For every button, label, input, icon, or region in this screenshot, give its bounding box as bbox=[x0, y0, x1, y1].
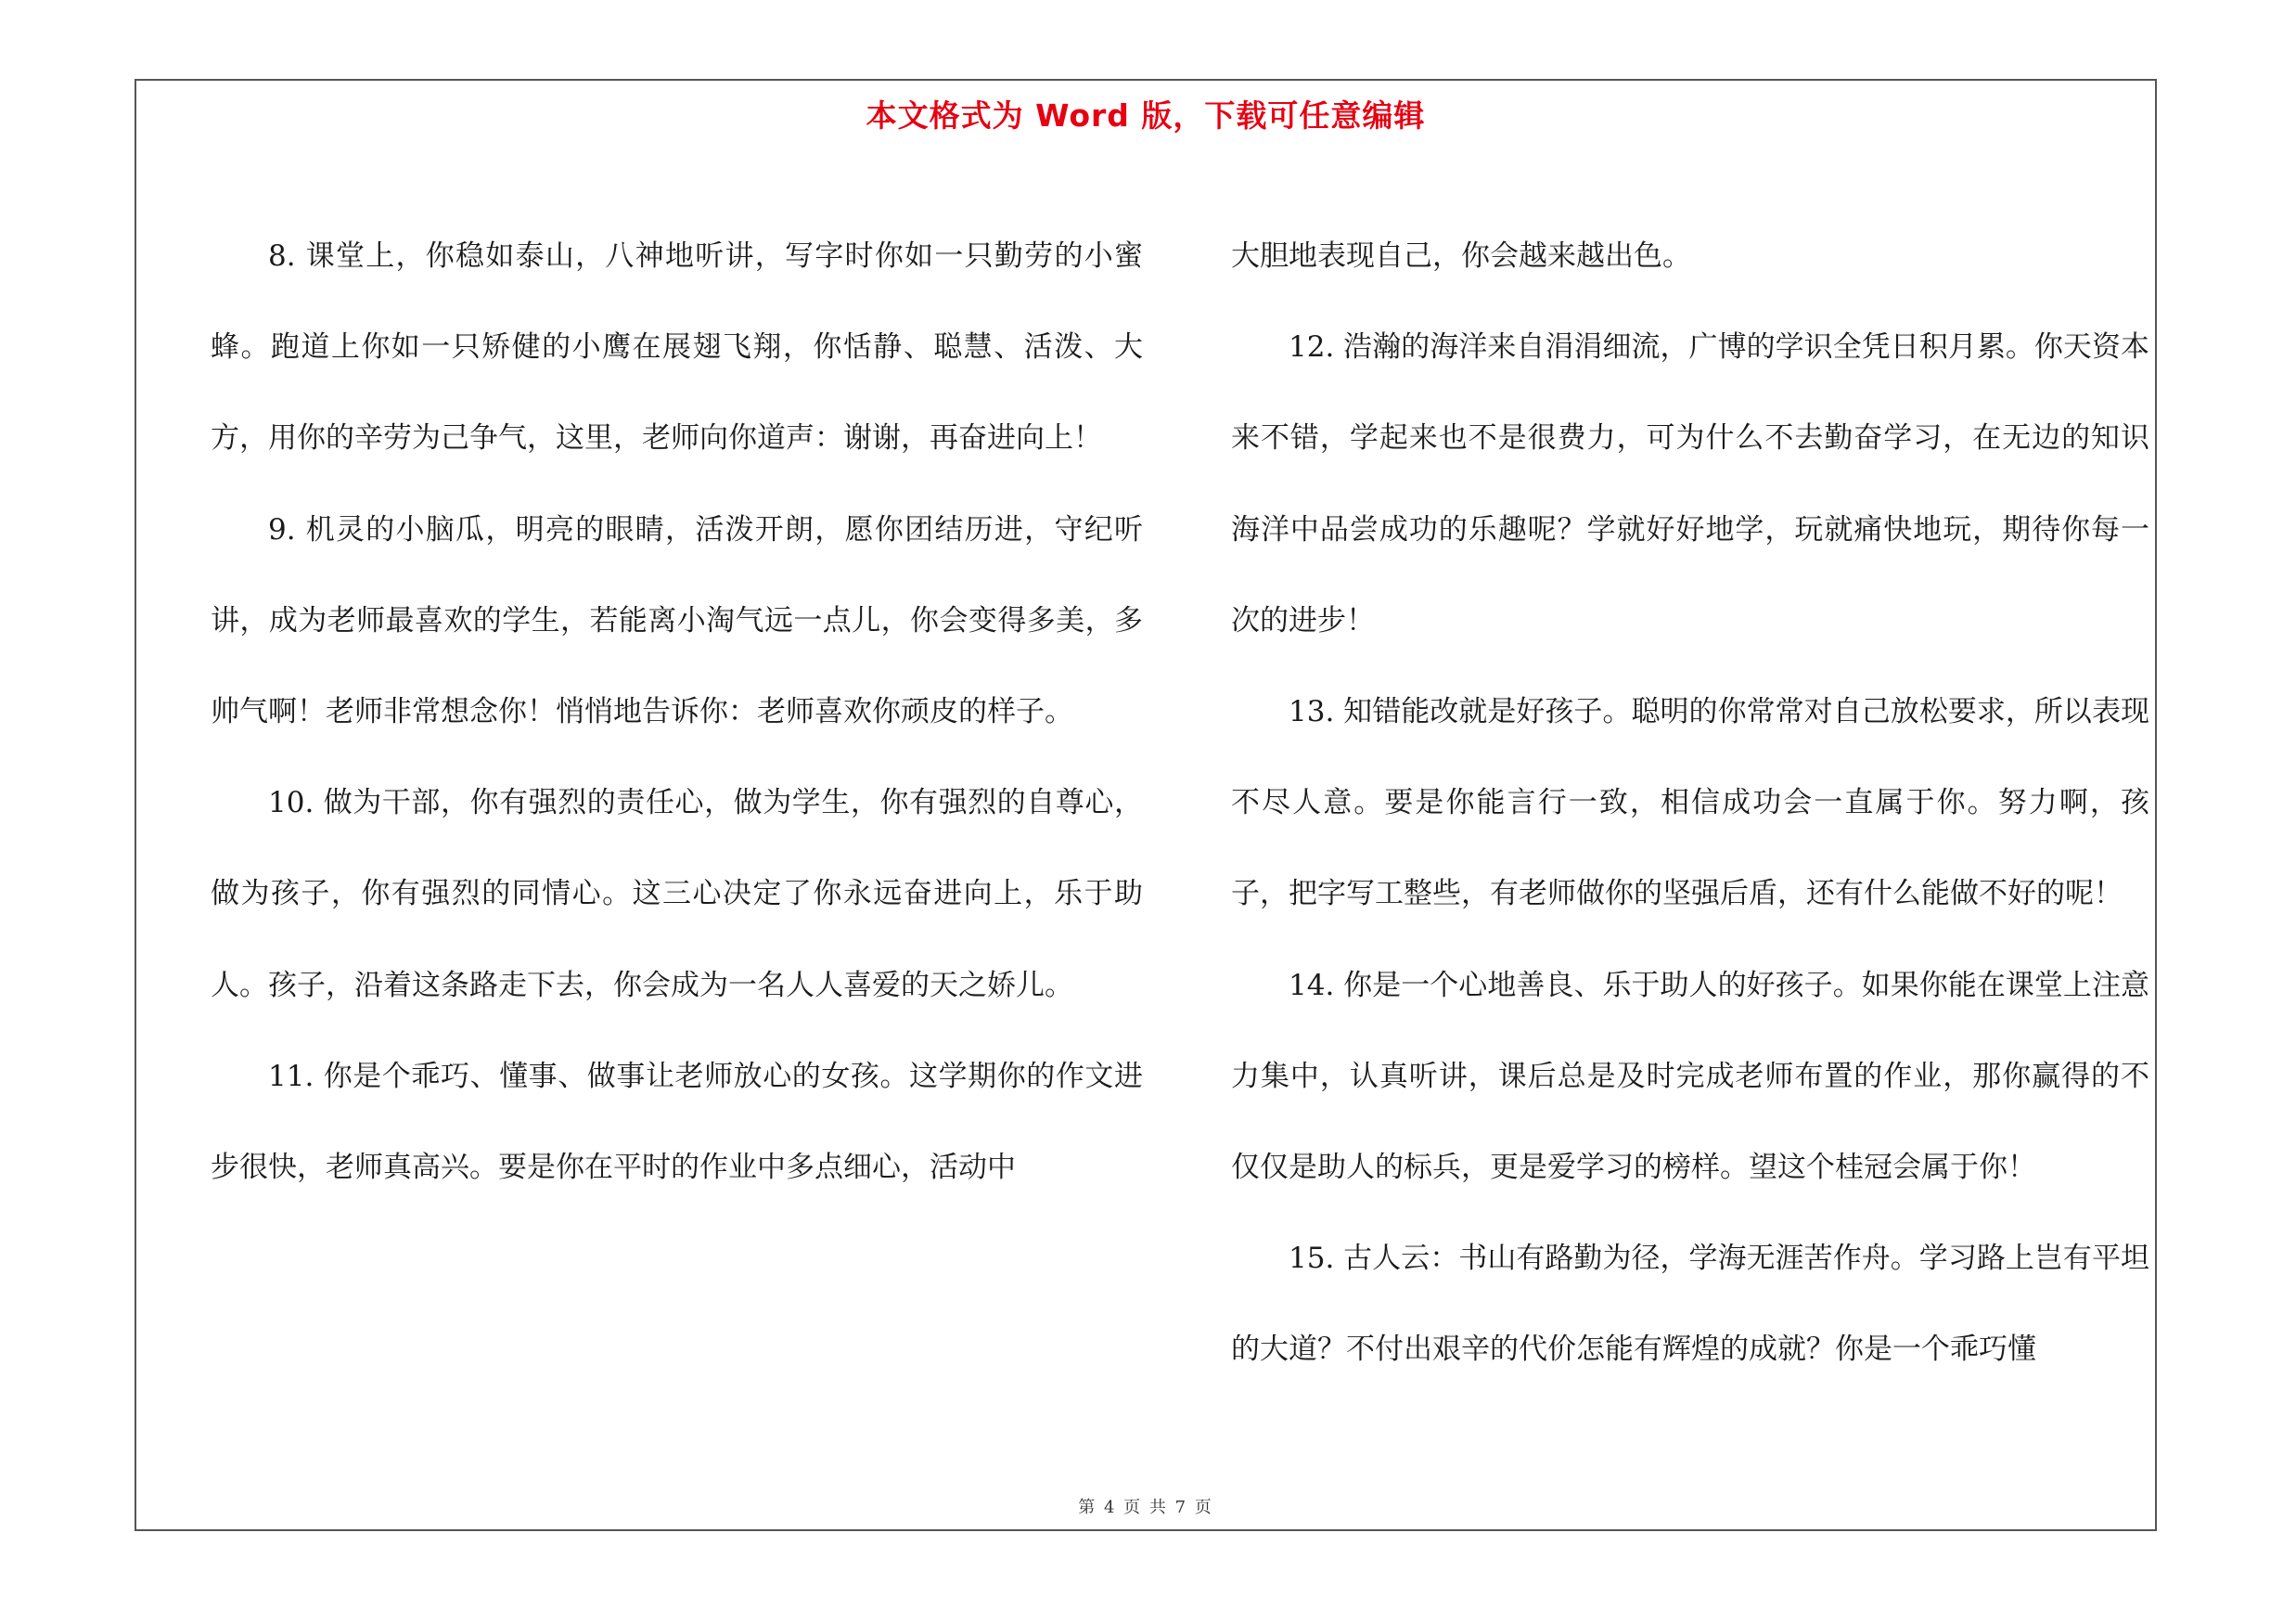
left-column bbox=[211, 211, 1143, 1213]
paragraph-15: 15. 古人云：书山有路勤为径，学海无涯苦作舟。学习路上岂有平坦的大道？不付出艰辛的代价怎能有辉煌的成就？你是一个乖巧懂 bbox=[1231, 1242, 2149, 1367]
paragraph-10: 10. 做为干部，你有强烈的责任心，做为学生，你有强烈的自尊心，做为孩子，你有强烈的同情心。这三心决定了你永远奋进向上，乐于助人。孩子，沿着这条路走下去，你会成为一名人人喜爱的天之娇儿。 bbox=[211, 786, 1143, 1002]
paragraph-13: 13. 知错能改就是好孩子。聪明的你常常对自己放松要求，所以表现不尽人意。要是你能言行一致，相信成功会一直属于你。努力啊，孩子，把字写工整些，有老师做你的坚强后盾，还有什么能做不好的呢！ bbox=[1231, 695, 2149, 911]
paragraph-8: 8. 课堂上，你稳如泰山，八神地听讲，写字时你如一只勤劳的小蜜蜂。跑道上你如一只矫健的小鹰在展翅飞翔，你恬静、聪慧、活泼、大方，用你的辛劳为己争气，这里，老师向你道声：谢谢，再奋进向上！ bbox=[211, 239, 1143, 456]
paragraph-11: 11. 你是个乖巧、懂事、做事让老师放心的女孩。这学期你的作文进步很快，老师真高兴。要是你在平时的作业中多点细心，活动中 bbox=[211, 1059, 1143, 1185]
paragraph-14: 14. 你是一个心地善良、乐于助人的好孩子。如果你能在课堂上注意力集中，认真听讲，课后总是及时完成老师布置的作业，那你赢得的不仅仅是助人的标兵，更是爱学习的榜样。望这个桂冠会属于你！ bbox=[1231, 968, 2149, 1185]
format-notice-banner: 本文格式为 Word 版，下载可任意编辑 bbox=[866, 97, 1426, 134]
paragraph-12: 12. 浩瀚的海洋来自涓涓细流，广博的学识全凭日积月累。你天资本来不错，学起来也不是很费力，可为什么不去勤奋学习，在无边的知识海洋中品尝成功的乐趣呢？学就好好地学，玩就痛快地玩，期待你每一次的进步！ bbox=[1231, 330, 2149, 638]
page-number-footer: 第 4 页 共 7 页 bbox=[1078, 1498, 1213, 1517]
paragraph-9: 9. 机灵的小脑瓜，明亮的眼睛，活泼开朗，愿你团结历进，守纪听讲，成为老师最喜欢的学生，若能离小淘气远一点儿，你会变得多美，多帅气啊！老师非常想念你！悄悄地告诉你：老师喜欢你顽皮的样子。 bbox=[211, 512, 1143, 729]
page-frame bbox=[135, 79, 2157, 1531]
right-column bbox=[1231, 211, 2149, 1396]
paragraph-11-continuation: 大胆地表现自己，你会越来越出色。 bbox=[1231, 239, 1691, 273]
